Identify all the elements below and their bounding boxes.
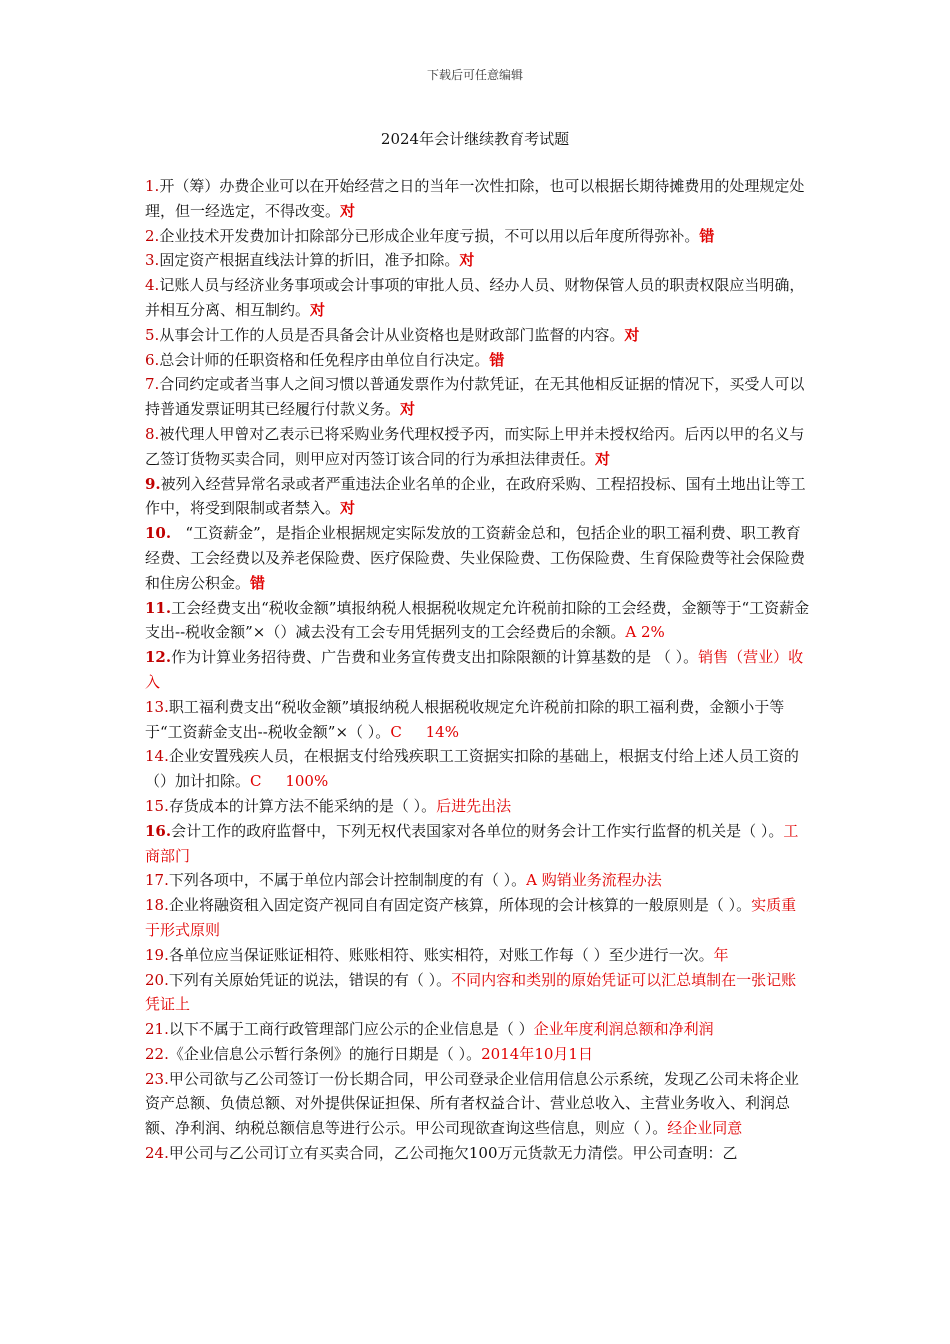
- question-number: 8.: [145, 424, 160, 443]
- question-item: [145, 174, 810, 224]
- question-answer: C 14%: [390, 722, 459, 741]
- question-text: 下列有关原始凭证的说法，错误的有（ ）。: [168, 970, 452, 989]
- question-number: 22.: [145, 1044, 169, 1063]
- question-item: [145, 943, 810, 968]
- question-number: 21.: [145, 1020, 169, 1039]
- question-text: 各单位应当保证账证相符、账账相符、账实相符，对账工作每（ ）至少进行一次。: [168, 945, 714, 964]
- question-answer: 对: [595, 449, 611, 468]
- question-text: 被列入经营异常名录或者严重违法企业名单的企业，在政府采购、工程招投标、国有土地出让等工作中，将受到限制或者禁入。: [145, 474, 806, 518]
- question-item: [145, 273, 810, 323]
- document-title: 2024年会计继续教育考试题: [380, 130, 570, 148]
- question-text: 记账人员与经济业务事项或会计事项的审批人员、经办人员、财物保管人员的职责权限应当明确，并相互分离、相互制约。: [145, 276, 805, 319]
- question-number: 5.: [145, 325, 160, 344]
- question-item: [145, 348, 810, 373]
- question-number: 9.: [145, 474, 161, 493]
- question-item: [145, 372, 810, 422]
- question-text: “工资薪金”，是指企业根据规定实际发放的工资薪金总和，包括企业的职工福利费、职工教育经费、工会经费以及养老保险费、医疗保险费、失业保险费、工伤保险费、生育保险费等社会保险费和住房公积金。: [145, 524, 806, 592]
- question-answer: 销售（营业）收入: [145, 648, 804, 691]
- question-item: [145, 1141, 810, 1166]
- question-item: [145, 819, 810, 869]
- question-item: [145, 422, 810, 472]
- question-number: 1.: [145, 177, 160, 195]
- question-answer: 对: [624, 325, 640, 344]
- question-text: 总会计师的任职资格和任免程序由单位自行决定。: [159, 350, 490, 369]
- question-item: [145, 224, 810, 249]
- question-answer: 错: [489, 350, 505, 369]
- question-item: [145, 596, 810, 646]
- question-answer: 对: [310, 300, 326, 319]
- question-item: [145, 794, 810, 819]
- question-answer: 实质重于形式原则: [145, 896, 797, 939]
- question-item: [145, 968, 810, 1018]
- question-answer: 对: [459, 251, 475, 270]
- question-answer: 对: [400, 400, 416, 419]
- question-text: 企业将融资租入固定资产视同自有固定资产核算，所体现的会计核算的一般原则是（ ）。: [168, 896, 752, 915]
- question-item: [145, 323, 810, 348]
- question-number: 3.: [145, 251, 160, 270]
- question-text: 下列各项中，不属于单位内部会计控制制度的有（ ）。: [168, 871, 527, 890]
- question-text: 被代理人甲曾对乙表示已将采购业务代理权授予丙，而实际上甲并未授权给丙。后丙以甲的名义与乙签订货物买卖合同，则甲应对丙签订该合同的行为承担法律责任。: [145, 424, 805, 468]
- question-answer: A 购销业务流程办法: [526, 871, 662, 890]
- question-number: 15.: [145, 796, 169, 815]
- question-number: 19.: [145, 945, 169, 964]
- question-item: [145, 521, 810, 595]
- question-answer: 错: [250, 573, 266, 592]
- question-number: 11.: [145, 598, 172, 617]
- question-text: 开（筹）办费企业可以在开始经营之日的当年一次性扣除，也可以根据长期待摊费用的处理规定处理，但一经选定，不得改变。: [145, 177, 805, 220]
- question-item: [145, 1042, 810, 1067]
- question-number: 4.: [145, 276, 160, 295]
- question-number: 23.: [145, 1069, 169, 1088]
- question-text: 存货成本的计算方法不能采纳的是（ ）。: [168, 796, 437, 815]
- question-answer: 年: [713, 945, 729, 964]
- question-number: 17.: [145, 871, 169, 890]
- question-number: 16.: [145, 821, 172, 840]
- question-answer: 企业年度利润总额和净利润: [533, 1020, 714, 1039]
- header-note: 下载后可任意编辑: [426, 68, 523, 82]
- question-number: 2.: [145, 226, 160, 245]
- question-answer: 经企业同意: [667, 1119, 743, 1138]
- question-answer: 不同内容和类别的原始凭证可以汇总填制在一张记账凭证上: [145, 970, 797, 1014]
- question-answer: 工商部门: [145, 821, 799, 865]
- question-number: 14.: [145, 747, 169, 766]
- question-text: 作为计算业务招待费、广告费和业务宣传费支出扣除限额的计算基数的是 （ ）。: [171, 648, 699, 667]
- question-text: 合同约定或者当事人之间习惯以普通发票作为付款凭证，在无其他相反证据的情况下，买受人可以持普通发票证明其已经履行付款义务。: [145, 375, 805, 419]
- question-item: [145, 744, 810, 794]
- question-answer: 2014年10月1日: [481, 1044, 593, 1063]
- question-text: 《企业信息公示暂行条例》的施行日期是（ ）。: [168, 1044, 482, 1063]
- question-number: 7.: [145, 375, 160, 394]
- question-item: [145, 893, 810, 943]
- question-text: 会计工作的政府监督中，下列无权代表国家对各单位的财务会计工作实行监督的机关是（ ）。: [171, 821, 784, 840]
- question-number: 18.: [145, 896, 169, 915]
- question-text: 甲公司欲与乙公司签订一份长期合同，甲公司登录企业信用信息公示系统，发现乙公司未将企业资产总额、负债总额、对外提供保证担保、所有者权益合计、营业总收入、主营业务收入、利润总额、净利润、纳税总额信息等进行公示。甲公司现欲查询这些信息，则应（ ）。: [145, 1069, 799, 1138]
- question-item: [145, 1067, 810, 1141]
- question-answer: 对: [340, 499, 356, 518]
- question-number: 10.: [145, 524, 172, 543]
- question-text: 固定资产根据直线法计算的折旧，准予扣除。: [159, 251, 460, 270]
- question-item: [145, 695, 810, 745]
- question-answer: 对: [340, 201, 356, 220]
- question-number: 12.: [145, 648, 172, 667]
- question-number: 20.: [145, 970, 169, 989]
- question-item: [145, 868, 810, 893]
- question-item: [145, 248, 810, 273]
- question-answer: 错: [699, 226, 715, 245]
- question-item: [145, 645, 810, 695]
- question-text: 以下不属于工商行政管理部门应公示的企业信息是（ ）: [168, 1020, 534, 1039]
- question-text: 甲公司与乙公司订立有买卖合同，乙公司拖欠100万元货款无力清偿。甲公司查明：乙: [168, 1144, 738, 1163]
- question-text: 企业安置残疾人员，在根据支付给残疾职工工资据实扣除的基础上，根据支付给上述人员工资的（）加计扣除。: [145, 747, 799, 791]
- question-text: 职工福利费支出“税收金额”填报纳税人根据税收规定允许税前扣除的职工福利费，金额小于等于“工资薪金支出--税收金额”×（ ）。: [145, 697, 785, 741]
- question-list: [145, 174, 810, 1166]
- question-text: 从事会计工作的人员是否具备会计从业资格也是财政部门监督的内容。: [159, 325, 625, 344]
- question-answer: A 2%: [625, 623, 665, 642]
- question-answer: 后进先出法: [436, 796, 512, 815]
- question-number: 24.: [145, 1144, 169, 1163]
- question-answer: C 100%: [250, 772, 329, 791]
- question-item: [145, 1017, 810, 1042]
- question-number: 13.: [145, 697, 169, 716]
- question-number: 6.: [145, 350, 160, 369]
- question-text: 企业技术开发费加计扣除部分已形成企业年度亏损，不可以用以后年度所得弥补。: [159, 226, 700, 245]
- question-text: 工会经费支出“税收金额”填报纳税人根据税收规定允许税前扣除的工会经费，金额等于“工资薪金支出--税收金额”×（）减去没有工会专用凭据列支的工会经费后的余额。: [145, 598, 810, 642]
- question-item: [145, 472, 810, 522]
